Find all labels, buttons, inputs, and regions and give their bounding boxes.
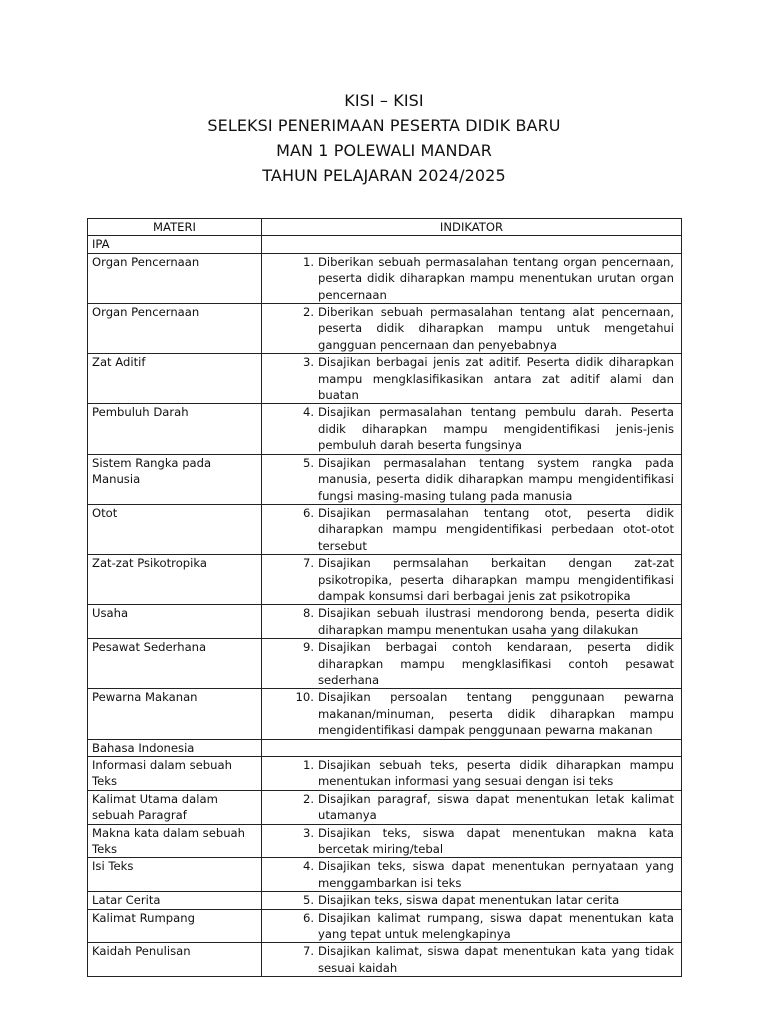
materi-cell: Organ Pencernaan [88,304,262,354]
indikator-text: Disajikan berbagai contoh kendaraan, peserta didik diharapkan mampu mengklasifikasi contoh pesawat sederhana [318,640,674,687]
table-row [88,454,682,504]
table-row [88,555,682,605]
indikator-text: Diberikan sebuah permasalahan tentang alat pencernaan, peserta didik diharapkan mampu untuk mengetahui gangguan pencernaan dan penyebabnya [318,305,674,352]
indikator-number: 1. [302,758,314,772]
indikator-cell [262,404,682,454]
indikator-cell [262,304,682,354]
indikator-text: Disajikan sebuah teks, peserta didik diharapkan mampu menentukan informasi yang sesuai dengan isi teks [318,758,674,789]
materi-cell: Makna kata dalam sebuah Teks [88,824,262,858]
materi-cell: Organ Pencernaan [88,253,262,303]
materi-cell: Usaha [88,605,262,639]
materi-cell: Informasi dalam sebuah Teks [88,757,262,791]
header-indikator: INDIKATOR [262,219,682,236]
table-row [88,639,682,689]
indikator-text: Disajikan teks, siswa dapat menentukan pernyataan yang menggambarkan isi teks [318,859,674,890]
indikator-number: 3. [302,825,314,840]
table-row [88,943,682,977]
indikator-cell [262,253,682,303]
materi-cell: Sistem Rangka pada Manusia [88,454,262,504]
indikator-number: 8. [302,606,314,621]
indikator-text: Disajikan kalimat rumpang, siswa dapat menentukan kata yang tepat untuk melengkapinya [318,910,674,942]
section-label: IPA [88,236,262,253]
materi-cell: Latar Cerita [88,892,262,909]
indikator-text: Disajikan teks, siswa dapat menentukan makna kata bercetak miring/tebal [318,825,674,857]
table-row [88,909,682,943]
section-empty-cell [262,739,682,756]
table-row [88,790,682,824]
materi-cell: Zat Aditif [88,354,262,404]
indikator-number: 1. [302,254,314,269]
materi-cell: Zat-zat Psikotropika [88,555,262,605]
indikator-cell [262,504,682,554]
indikator-number: 3. [302,355,314,370]
indikator-cell [262,454,682,504]
indikator-number: 2. [302,305,314,320]
table-row [88,689,682,739]
indikator-number: 7. [302,944,314,959]
indikator-text: Disajikan persoalan tentang penggunaan pewarna makanan/minuman, peserta didik diharapkan mampu mengidentifikasi dampak penggunaan pewarna makanan [318,690,674,738]
table-row [88,354,682,404]
indikator-cell [262,943,682,977]
table-row [88,404,682,454]
indikator-cell [262,909,682,943]
indikator-number: 9. [302,640,314,655]
indikator-text: Diberikan sebuah permasalahan tentang organ pencernaan, peserta didik diharapkan mampu menentukan urutan organ pencernaan [318,254,674,302]
indikator-cell [262,354,682,404]
indikator-text: Disajikan berbagai jenis zat aditif. Peserta didik diharapkan mampu mengklasifikasikan antara zat aditif alami dan buatan [318,355,674,403]
indikator-text: Disajikan permasalahan tentang otot, peserta didik diharapkan mampu mengidentifikasi perbedaan otot-otot tersebut [318,505,674,553]
indikator-number: 10. [295,690,314,705]
indikator-cell [262,605,682,639]
materi-cell: Kalimat Utama dalam sebuah Paragraf [88,790,262,824]
indikator-text: Disajikan teks, siswa dapat menentukan latar cerita [318,893,620,908]
document-title [0,88,768,188]
table-row [88,824,682,858]
section-row [88,739,682,756]
materi-cell: Pewarna Makanan [88,689,262,739]
section-row [88,236,682,253]
indikator-cell [262,555,682,605]
section-label: Bahasa Indonesia [88,739,262,756]
indikator-number: 4. [302,859,314,874]
indikator-cell [262,824,682,858]
table-row [88,253,682,303]
indikator-cell [262,757,682,791]
table-row [88,605,682,639]
kisi-table [87,218,682,977]
table-header-row [88,219,682,236]
indikator-text: Disajikan permasalahan tentang pembulu darah. Peserta didik diharapkan mampu mengidentifikasi jenis-jenis pembuluh darah beserta fungsinya [318,405,674,453]
indikator-number: 7. [302,556,314,571]
indikator-text: Disajikan sebuah ilustrasi mendorong benda, peserta didik diharapkan mampu menentukan usaha yang dilakukan [318,606,674,637]
indikator-number: 2. [302,791,314,806]
table-row [88,858,682,892]
indikator-cell [262,892,682,909]
indikator-text: Disajikan paragraf, siswa dapat menentukan letak kalimat utamanya [318,791,674,823]
materi-cell: Otot [88,504,262,554]
materi-cell: Kaidah Penulisan [88,943,262,977]
indikator-cell [262,689,682,739]
indikator-number: 5. [302,893,314,908]
table-row [88,504,682,554]
header-materi: MATERI [88,219,262,236]
title-line-2: SELEKSI PENERIMAAN PESERTA DIDIK BARU [207,116,561,135]
indikator-number: 6. [302,505,314,520]
indikator-cell [262,639,682,689]
indikator-number: 5. [302,455,314,470]
section-empty-cell [262,236,682,253]
table-row [88,757,682,791]
materi-cell: Pembuluh Darah [88,404,262,454]
title-line-1: KISI – KISI [344,91,424,110]
indikator-cell [262,858,682,892]
materi-cell: Pesawat Sederhana [88,639,262,689]
table-row [88,892,682,909]
indikator-text: Disajikan kalimat, siswa dapat menentukan kata yang tidak sesuai kaidah [318,944,674,975]
materi-cell: Isi Teks [88,858,262,892]
indikator-number: 6. [302,910,314,925]
table-row [88,304,682,354]
indikator-text: Disajikan permsalahan berkaitan dengan zat-zat psikotropika, peserta diharapkan mampu mengidentifikasi dampak konsumsi dari berbagai jenis zat psikotropika [318,556,674,603]
title-line-3: MAN 1 POLEWALI MANDAR [276,141,492,160]
table-body [88,236,682,977]
title-line-4: TAHUN PELAJARAN 2024/2025 [262,166,506,185]
indikator-text: Disajikan permasalahan tentang system rangka pada manusia, peserta didik diharapkan mampu mengidentifikasi fungsi masing-masing tulang pada manusia [318,455,674,503]
indikator-cell [262,790,682,824]
indikator-number: 4. [302,405,314,420]
materi-cell: Kalimat Rumpang [88,909,262,943]
